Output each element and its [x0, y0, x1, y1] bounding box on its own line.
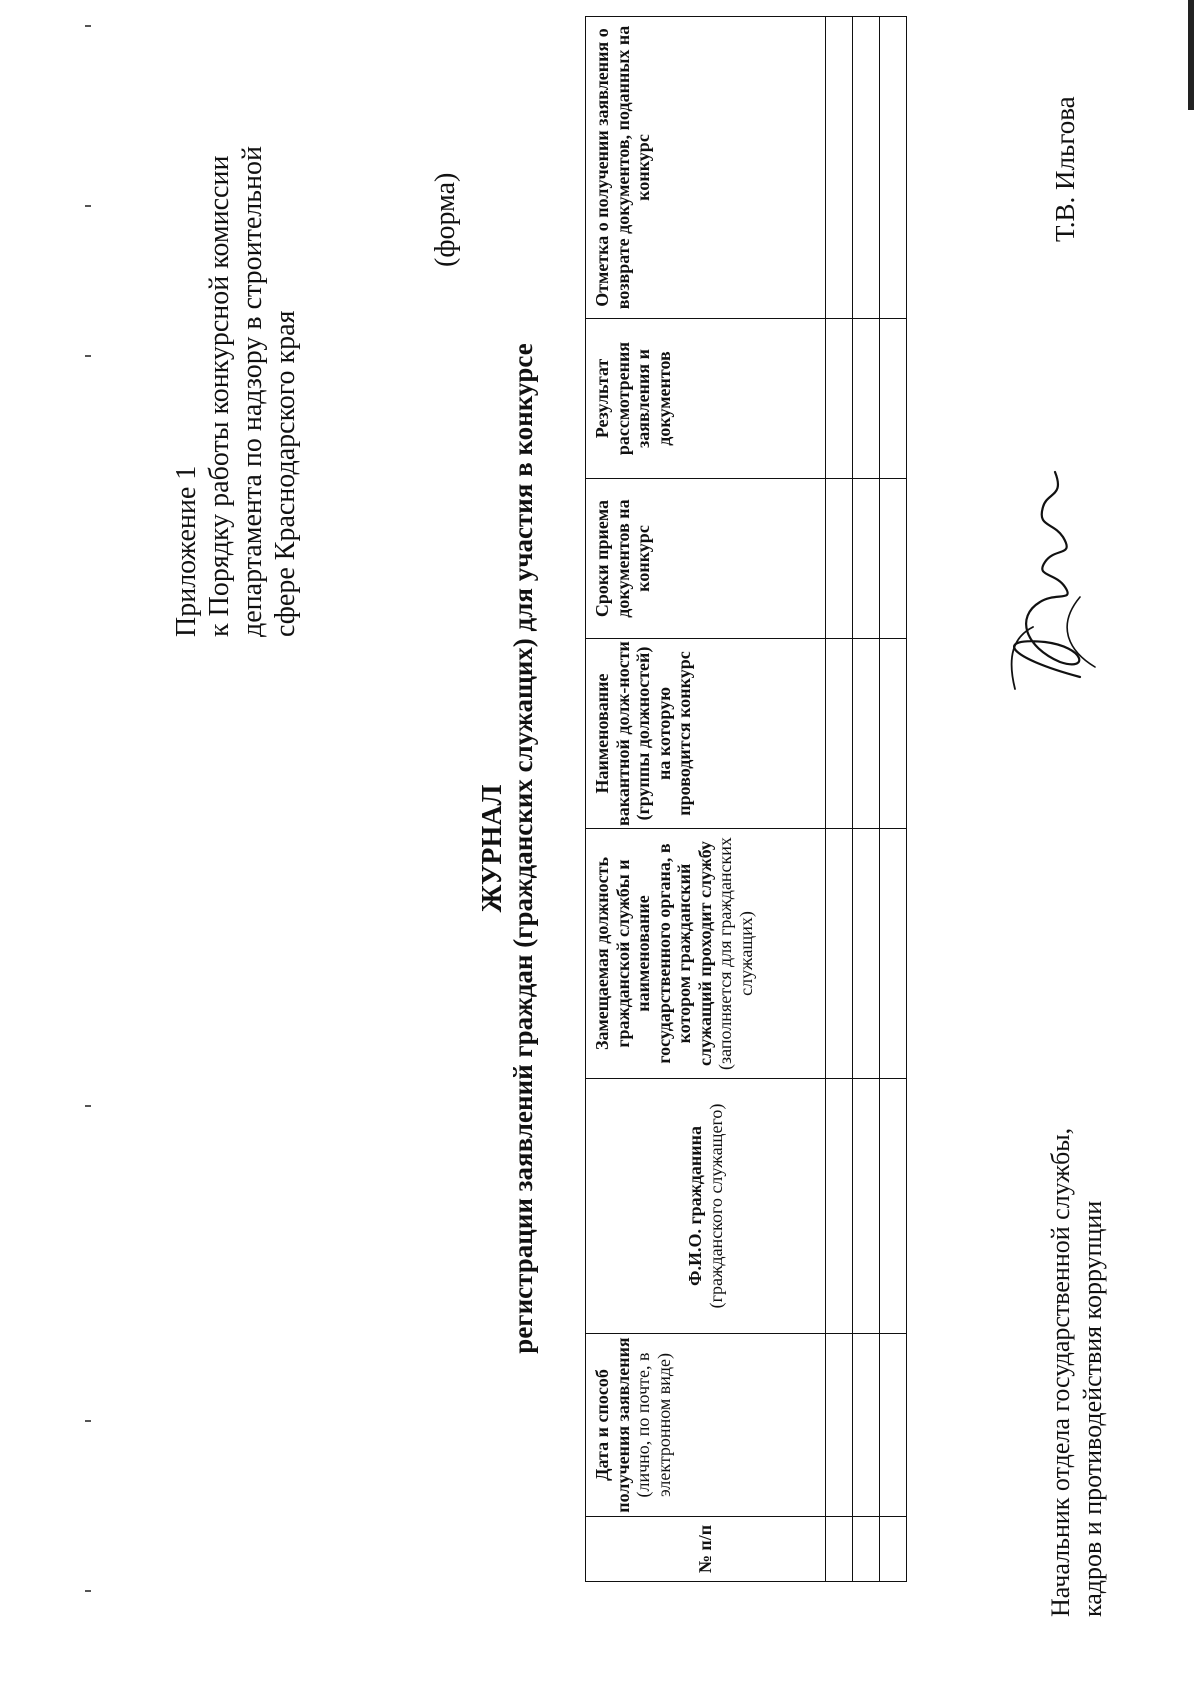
table-cell — [853, 319, 880, 479]
table-cell — [880, 479, 907, 639]
table-row — [853, 17, 880, 1582]
table-cell — [826, 639, 853, 829]
journal-table — [585, 16, 907, 1582]
table-cell — [880, 1334, 907, 1517]
table-cell — [826, 319, 853, 479]
signer-position — [1045, 717, 1109, 1617]
appendix-header — [170, 77, 302, 637]
table-cell — [880, 17, 907, 319]
table-cell — [853, 1079, 880, 1334]
table-row — [826, 17, 853, 1582]
table-cell — [826, 1079, 853, 1334]
column-header-fio: Ф.И.О. гражданина (гражданского служащего) — [586, 1079, 826, 1334]
appendix-line: департамента по надзору в строительной — [237, 146, 268, 637]
table-cell — [880, 639, 907, 829]
column-header-vacant-position: Наименование вакантной долж-ности (группы должностей) на которую проводится конкурс — [586, 639, 826, 829]
table-cell — [853, 1517, 880, 1582]
column-header-result: Результат рассмотрения заявления и документов — [586, 319, 826, 479]
document-title — [478, 0, 538, 1697]
table-cell — [826, 479, 853, 639]
table-cell — [880, 1079, 907, 1334]
appendix-line: сфере Краснодарского края — [270, 310, 301, 637]
table-cell — [826, 17, 853, 319]
form-note: (форма) — [430, 172, 461, 267]
table-cell — [853, 479, 880, 639]
signer-name: Т.В. Ильгова — [1050, 96, 1080, 242]
table-cell — [880, 319, 907, 479]
table-header-row — [586, 17, 826, 1582]
appendix-line: Приложение 1 — [171, 465, 202, 637]
table-cell — [853, 829, 880, 1079]
title-subtitle: регистрации заявлений граждан (гражданских служащих) для участия в конкурсе — [508, 343, 538, 1354]
column-header-date: Дата и способ получения заявления (лично, по почте, в электронном виде) — [586, 1334, 826, 1517]
table-cell — [826, 1334, 853, 1517]
table-cell — [853, 639, 880, 829]
title-main: ЖУРНАЛ — [477, 784, 508, 913]
column-header-deadlines: Сроки приема документов на конкурс — [586, 479, 826, 639]
table-cell — [880, 829, 907, 1079]
handwritten-signature — [985, 467, 1105, 697]
table-cell — [826, 829, 853, 1079]
column-header-return-mark: Отметка о получении заявления о возврате документов, поданных на конкурс — [586, 17, 826, 319]
appendix-line: к Порядку работы конкурсной комиссии — [204, 155, 235, 637]
signer-line: кадров и противодействия коррупции — [1078, 1200, 1107, 1617]
table-cell — [880, 1517, 907, 1582]
table-row — [880, 17, 907, 1582]
table-cell — [826, 1517, 853, 1582]
column-header-number: № п/п — [586, 1517, 826, 1582]
column-header-current-position: Замещаемая должность гражданской службы и наименование государственного органа, в котором гражданский служащий проходит службу (заполняется для гражданских служащих) — [586, 829, 826, 1079]
table-cell — [853, 1334, 880, 1517]
table-cell — [853, 17, 880, 319]
signer-line: Начальник отдела государственной службы, — [1046, 1127, 1075, 1617]
